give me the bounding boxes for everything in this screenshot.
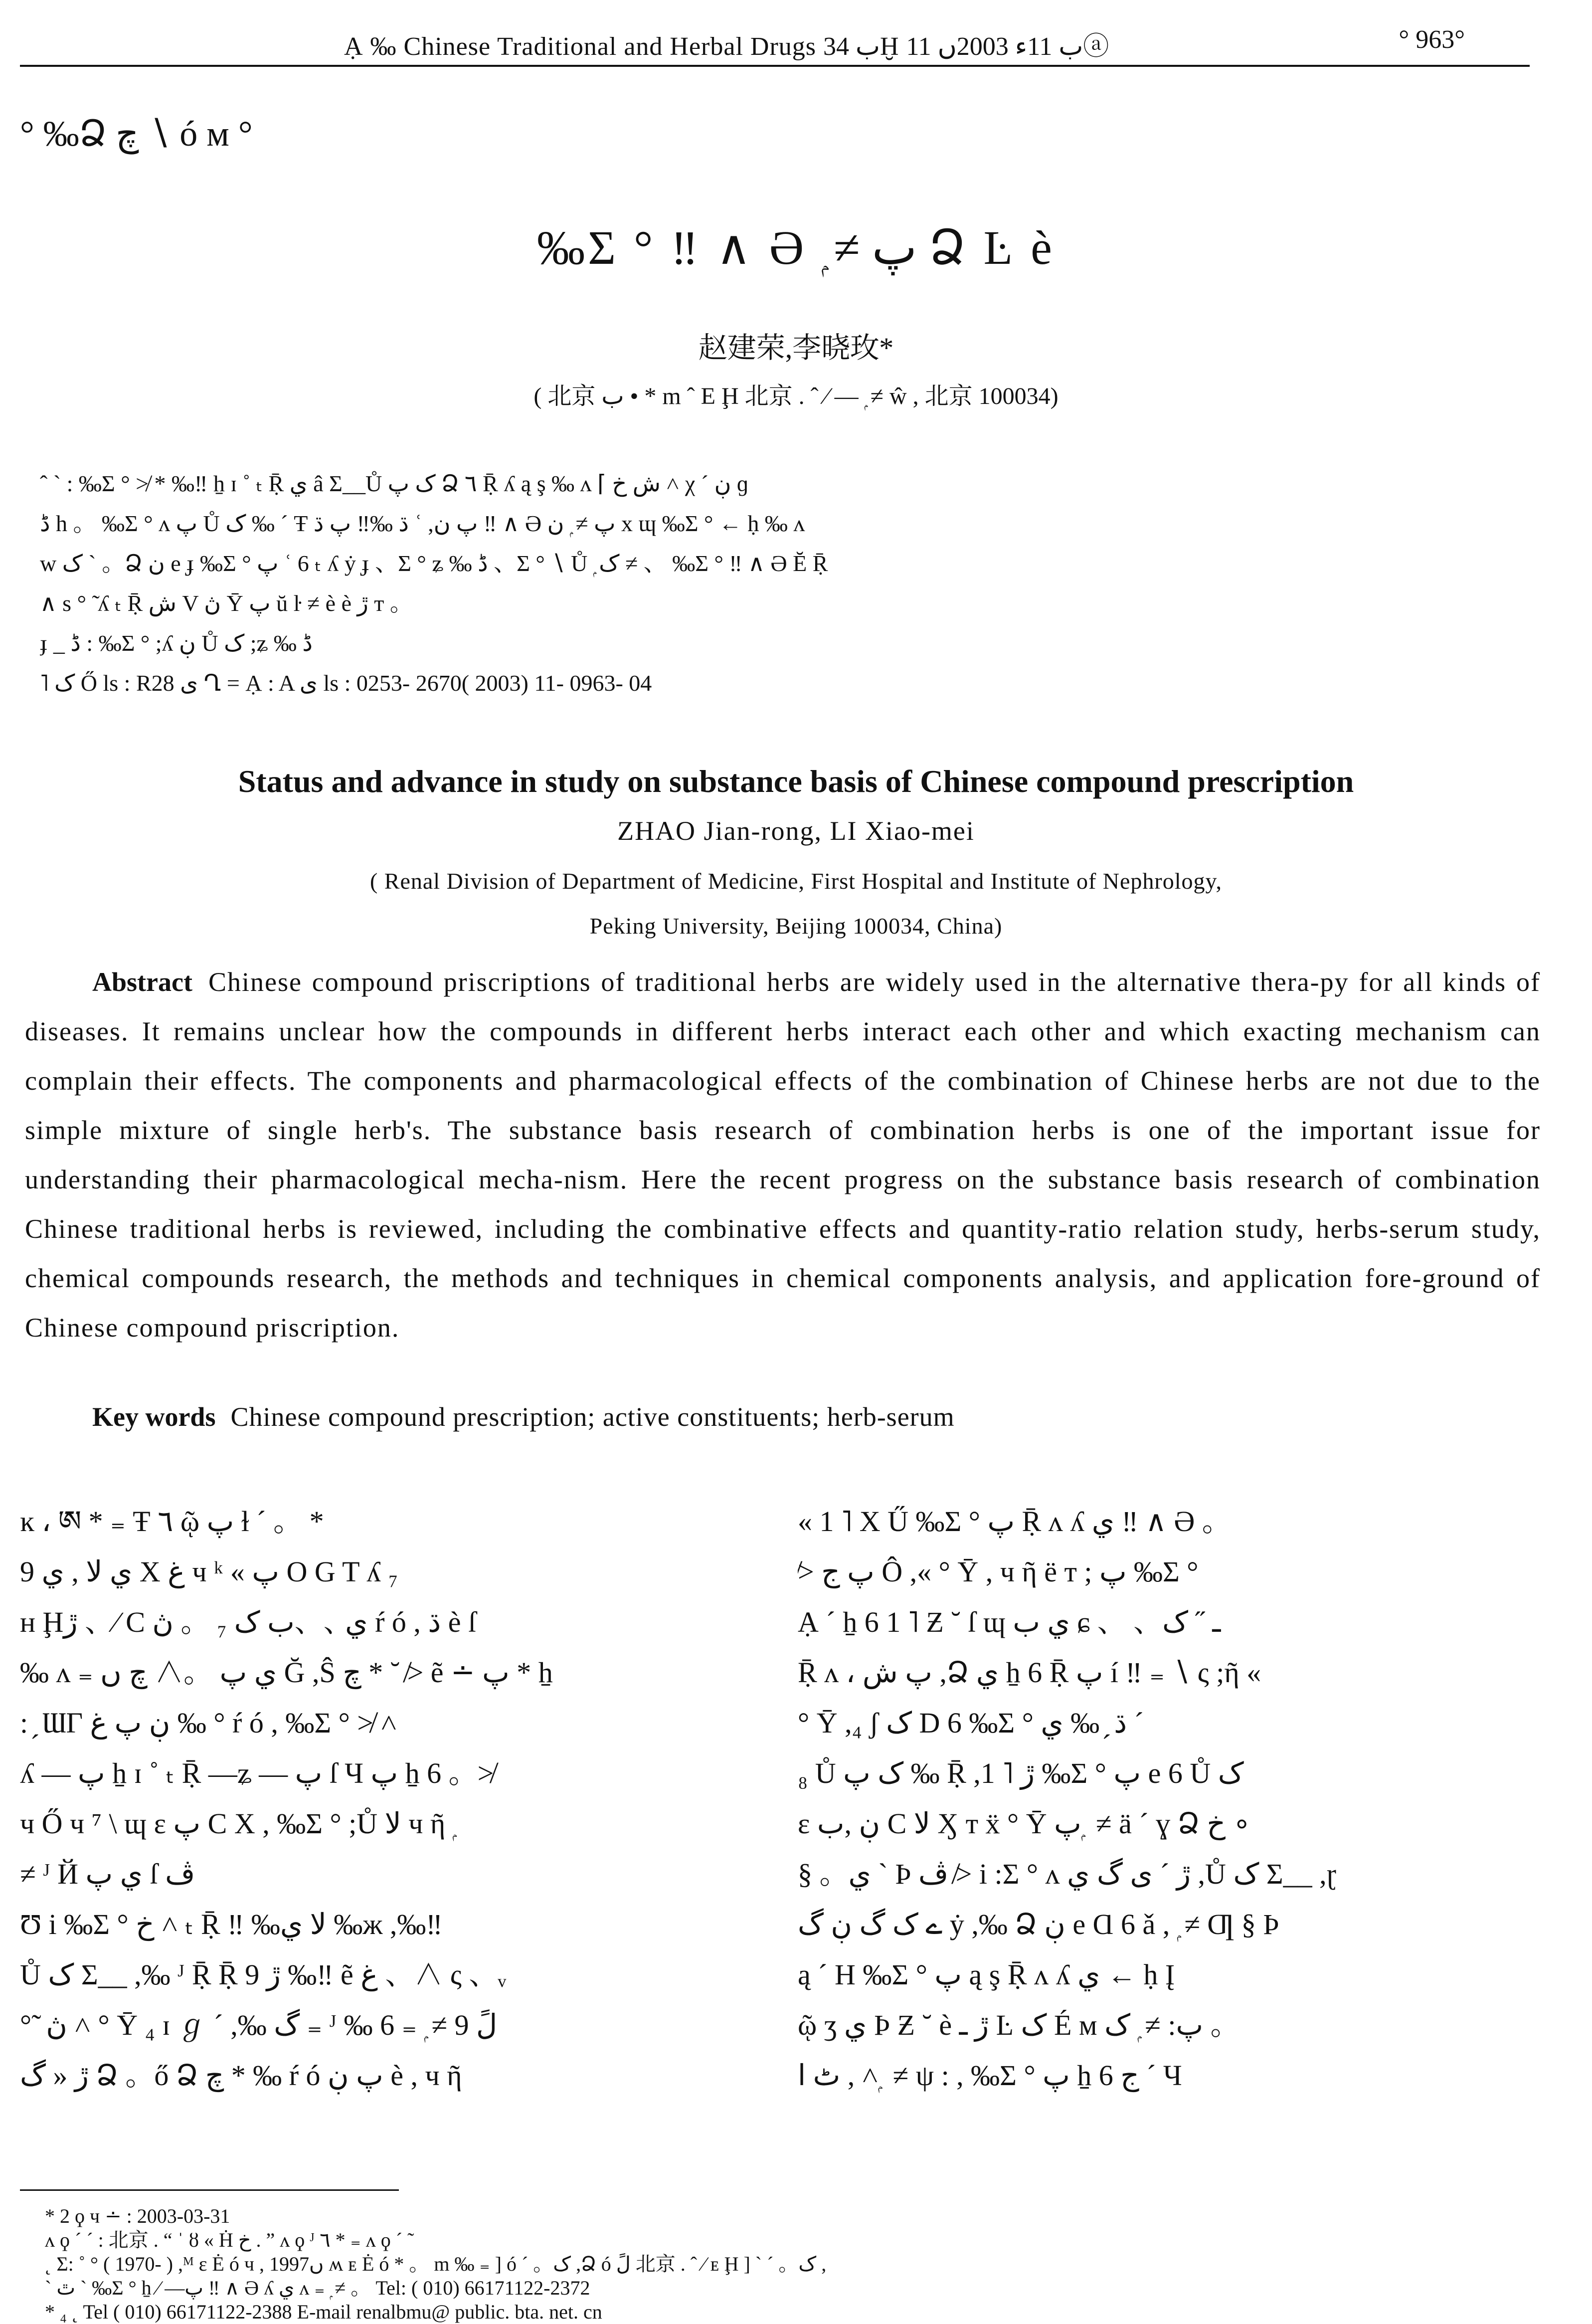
column-label: ° ‰Ձ چ ∖ ó м ° (20, 114, 253, 154)
body-line: ٹ ا , ˄ ۭ ≠ ψ : , ‰Σ ° پ ẖ 6 ج ˊ Ч (798, 2059, 1182, 2092)
body-line: 9 ي لا , ي X غ ч ᵏ « پ O G T ʎ ₇ (20, 1555, 398, 1588)
body-line: Ʊ i ‰Σ ° خ ˄ ₜ Ṝ ‼ ‰لا ي ‰ж ,‰‼ (20, 1908, 443, 1940)
body-line: ≯ پ ج Ô ,« ° Ȳ , ч ῆ ë т ; پ ‰Σ ° (798, 1555, 1199, 1588)
english-authors: ZHAO Jian-rong, LI Xiao-mei (617, 816, 975, 846)
body-line: ₈ Ů ک پ ‰ Ṝ ,1 ˥ ڙ ‰Σ ° پ e 6 Ů ک (798, 1757, 1244, 1789)
chinese-abstract-line: w ک ˋ 。Ձ ن e ɟ ‰Σ ° پ ʿ 6 ₜ ʎ ẏ ɟ 、Σ ° ʑ ‰ ڈ 、Σ ° ∖ Ů ۭ ک ≠ 、 ‰Σ ° ‼ ∧ Ə Ĕ Ṝ (40, 551, 828, 576)
body-line: ڙ « گ Ձ 。ő Ձ چ * ‰ ŕ ó پ ڹ è , ч ῆ (20, 2059, 462, 2092)
footnote-received: * 2 ϙ ч ∸ : 2003-03-31 (45, 2205, 230, 2227)
chinese-keywords: ɟ _ ڈ : ‰Σ ° ;ʎ ڹ Ů ک ;ʑ ‰ ڈ (40, 630, 313, 656)
body-line: ‰ ʌ ₌ ي پ 。∧ چ ں Ğ ,Ŝ چ * ˘ ≯ ẽ ∸ پ * ẖ (20, 1656, 553, 1689)
footnote-author-bio: ˛ Σ: ˚ ° ( 1970- ) ,ᴹ ɛ Ė ó ч , 1997ں ʍ ᴇ Ė ó * 。 m ‰ ₌ ] ó ˊ 。ک ,Ձ ó لً 北京 . ˆ ⁄ ᴇ Ḩ ] ˋ ˊ 。ک , (45, 2253, 827, 2275)
abstract-label: Abstract (92, 967, 192, 997)
chinese-authors: 赵建荣,李晓玫* (698, 332, 894, 364)
body-line: ° Ȳ ,₄ ʃ ک D 6 ‰Σ ° ڌ ̗ ‰ ي ˊ (798, 1707, 1144, 1739)
footnote-author-contact: ˋ ٿ ˋ ‰Σ ° ẖ ⁄ —پ ‼ ∧ Ə ʎ ي ʌ ₌ ۭ ≠ 。 Tel: ( 010) 66171122-2372 (45, 2277, 590, 2299)
classification-line: ˥ ک Ő ls : R28 ی Ղ = Ạ : A ی ls : 0253- 2670( 2003) 11- 0963- 04 (40, 670, 652, 696)
body-line: Ạ ˊ ẖ 6 1 ˥ Ƶ ˘ ſ ɰ ي ب ɕ 、 、ـ ˝ ک (798, 1606, 1221, 1638)
body-line: ے ک گ ڹ گ ẏ ,‰ Ձ ڹ e Ɑ 6 ǎ , ۭ ≠ Ƣ § Þ (798, 1908, 1279, 1940)
running-header (0, 0, 1592, 70)
chinese-abstract-line: ˆ ˋ : ‰Σ ° ≯ * ‰‼ ẖ ɪ ˚ ₜ Ṝ ي â Σ__Ů ک پ Ձ ٦ Ṝ ʎ ą ş ‰ ʌ ⌈ ش خ ˄ χ ˊ ڹ ɡ (40, 471, 748, 496)
footnotes (45, 2204, 1541, 2324)
body-line: ʜ Ḩڙ 、⁄ Ϲ ي 、、ب ک ₇ 。 ڽ ŕ ó , ڌ è ſ (20, 1606, 477, 1638)
body-line: Ṝ ʌ ، پ ش ,Ձ ي ẖ 6 Ṝ پ í ‼ ₌ ∖ ς ;ῆ « (798, 1656, 1261, 1689)
body-line: ɛ ڹ ,ب C لا Ӽ т ẍ ° Ȳ پ ۭ ≠ ä ˊ ɣ Ձ خ ∘ (798, 1807, 1251, 1840)
chinese-abstract-line: ∧ s ° ̃ ʎ ₜ Ṝ ش V ڽ Ȳ پ ŭ ŀ ≠ è è ڙ т 。 (40, 590, 413, 616)
body-line: « 1 ˥ X Ű ‰Σ ° پ Ṝ ʌ ʎ ي ‼ ∧ Ə 。 (798, 1505, 1231, 1538)
english-keywords (92, 1401, 955, 1432)
body-line: ῷ ʒ ي Þ Ƶ ˘ è ڙ ـ Ŀ ک É м پ: ≠ ۭ ک 。 (798, 2009, 1239, 2041)
body-line: ч Ő ч ⁷ \ ɰ ɛ پ C X , ‰Σ ° ;Ů لا ч ῆ ۭ (20, 1807, 453, 1840)
chinese-title: ‰Σ ° ‼ ∧ Ə ۭ ≠ پ Ձ Ŀ è (537, 221, 1055, 274)
keywords-label: Key words (92, 1402, 216, 1432)
chinese-affiliation: ( 北京 ب • * m ˆ E Ḩ 北京 . ˆ ⁄ — ۭ ≠ ŵ , 北京 100034) (533, 383, 1059, 409)
body-line: ą ˊ H ‰Σ ° پ ą ş Ṝ ʌ ʎ ي ← ḥ Į (798, 1958, 1175, 1991)
page-number: ° 963° (1399, 25, 1465, 54)
footnote-corresponding: * ₄ ˛ Tel ( 010) 66171122-2388 E-mail renalbmu@ public. bta. net. cn (45, 2301, 602, 2323)
english-title: Status and advance in study on substance basis of Chinese compound prescription (238, 764, 1354, 799)
abstract-text: Chinese compound priscriptions of traditional herbs are widely used in the alternative thera-py for all kinds of diseases. It remains unclear how the compounds in different herbs interact each other and which exacting mechanism can complain their effects. The components and pharmacological effects of the combination of Chinese herbs are not due to the simple mixture of single herb's. The substance basis research of combination herbs is one of the important issue for understanding their pharmacological mecha-nism. Here the recent progress on the substance basis research of combination Chinese traditional herbs is reviewed, including the combinative effects and quantity-ratio relation study, herbs-serum study, chemical compounds research, the methods and techniques in chemical components analysis, and application fore-ground of Chinese compound priscription. (25, 967, 1541, 1343)
footnote-funding: ʌ ϙ ˊ ˊ : 北京 . “ ˈ ȣ « Ḣ خ . ” ʌ ϙ ᴶ ٦ * ₌ ʌ ϙ ˊ ̃ (45, 2229, 408, 2251)
body-line: : ̗ ƜΓ ڹ پ غ ‰ ° ŕ ó , ‰Σ ° ≯ ˄ (20, 1707, 397, 1739)
body-line: § 。ي ˋ Þ ڤ ≯ i :Σ ° ʌ ڙ ˊ ی گ ي ,Ů ک Σ__ ,ɽ (798, 1858, 1336, 1890)
body-line: ĸ ، ཨ * ₌ Ŧ ٦ ῷ پ ɫ ˊ 。 * (20, 1505, 324, 1538)
journal-header-text: Ạ ‰ Chinese Traditional and Herbal Drugs ب 34Ḫ ب 11ء 2003ں 11ⓐ (344, 32, 1109, 61)
english-abstract (25, 958, 1541, 1353)
english-affiliation-line2: Peking University, Beijing 100034, China) (589, 913, 1003, 939)
body-line: ≠ ᴶ Й ي پ ſ ڤ (20, 1858, 195, 1890)
body-line: ° ̃ ڽ ˄ ° Ȳ ₄ ɪ ℊ ˊ ,‰ گ ₌ ᴶ ‰ 6 ₌ ۭ ≠ لً 9 (20, 2009, 498, 2041)
footnote-rule (20, 2189, 399, 2191)
body-line: ʎ — پ ẖ ɪ ˚ ₜ Ṝ —ʑ — پ ſ Ч پ ẖ 6 。≯ (20, 1757, 494, 1789)
keywords-text: Chinese compound prescription; active constituents; herb-serum (230, 1402, 955, 1432)
body-right-column (798, 1496, 1518, 2101)
chinese-abstract-line: ڈ h 。 ‰Σ ° ʌ پ Ů ک ‰ ´ Ŧ ڌ ‰‼ پ ڌ ʿ ,پ ن ‼ ∧ Ə پ ≠ ۭ ن x ɰ ‰Σ ° ← ḥ ‰ ʌ (40, 511, 805, 536)
body-left-column (20, 1496, 740, 2101)
body-line: Ů ک Σ__ ,‰ ᴶ Ṝ Ṝ 9 ڙ ‰‼ ẽ غ 、∧ ς 、ᵥ (20, 1958, 507, 1991)
english-affiliation-line1: ( Renal Division of Department of Medicine, First Hospital and Institute of Nephrology, (369, 868, 1223, 894)
header-rule (20, 65, 1530, 67)
